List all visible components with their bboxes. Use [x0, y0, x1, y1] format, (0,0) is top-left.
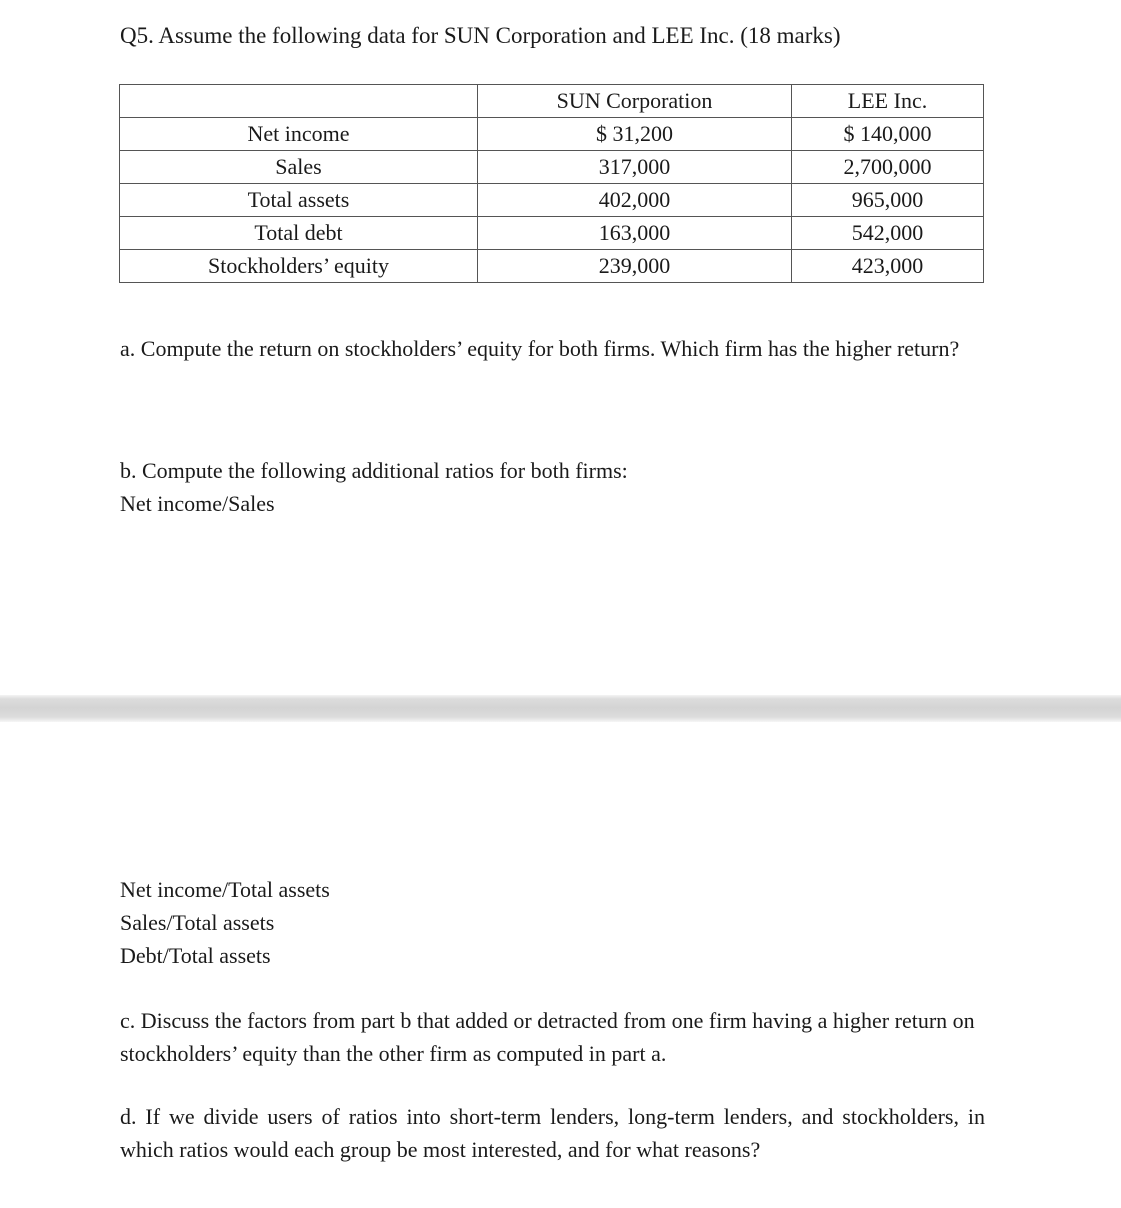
ratio-item: Net income/Sales	[120, 491, 275, 516]
lee-value: 965,000	[792, 184, 984, 217]
lee-value: 423,000	[792, 250, 984, 283]
header-cell-sun: SUN Corporation	[478, 85, 792, 118]
row-label: Total debt	[120, 217, 478, 250]
lee-value: 542,000	[792, 217, 984, 250]
ratio-item: Sales/Total assets	[120, 910, 275, 935]
table-row	[120, 184, 984, 217]
part-c-question: c. Discuss the factors from part b that added or detracted from one firm having a higher return on stockholders’ equity than the other firm as computed in part a.	[120, 1008, 975, 1066]
part-a-question: a. Compute the return on stockholders’ equity for both firms. Which firm has the higher return?	[120, 336, 960, 361]
sun-value: 402,000	[478, 184, 792, 217]
ratio-item: Debt/Total assets	[120, 943, 271, 968]
row-label: Stockholders’ equity	[120, 250, 478, 283]
header-cell-blank	[120, 85, 478, 118]
question-title: Q5. Assume the following data for SUN Corporation and LEE Inc. (18 marks)	[120, 23, 841, 48]
part-b-intro: b. Compute the following additional ratios for both firms:	[120, 458, 628, 483]
row-label: Sales	[120, 151, 478, 184]
table-header-row	[120, 85, 984, 118]
ratio-item: Net income/Total assets	[120, 877, 330, 902]
table-row	[120, 151, 984, 184]
part-d-question: d. If we divide users of ratios into short-term lenders, long-term lenders, and stockholders, in which ratios would each group be most interested, and for what reasons?	[120, 1104, 985, 1162]
lee-value: 2,700,000	[792, 151, 984, 184]
sun-value: $ 31,200	[478, 118, 792, 151]
sun-value: 317,000	[478, 151, 792, 184]
table-row	[120, 217, 984, 250]
row-label: Net income	[120, 118, 478, 151]
sun-value: 163,000	[478, 217, 792, 250]
table-row	[120, 250, 984, 283]
sun-value: 239,000	[478, 250, 792, 283]
page-separator	[0, 695, 1121, 722]
lee-value: $ 140,000	[792, 118, 984, 151]
header-cell-lee: LEE Inc.	[792, 85, 984, 118]
data-table	[119, 84, 984, 283]
table-row	[120, 118, 984, 151]
row-label: Total assets	[120, 184, 478, 217]
